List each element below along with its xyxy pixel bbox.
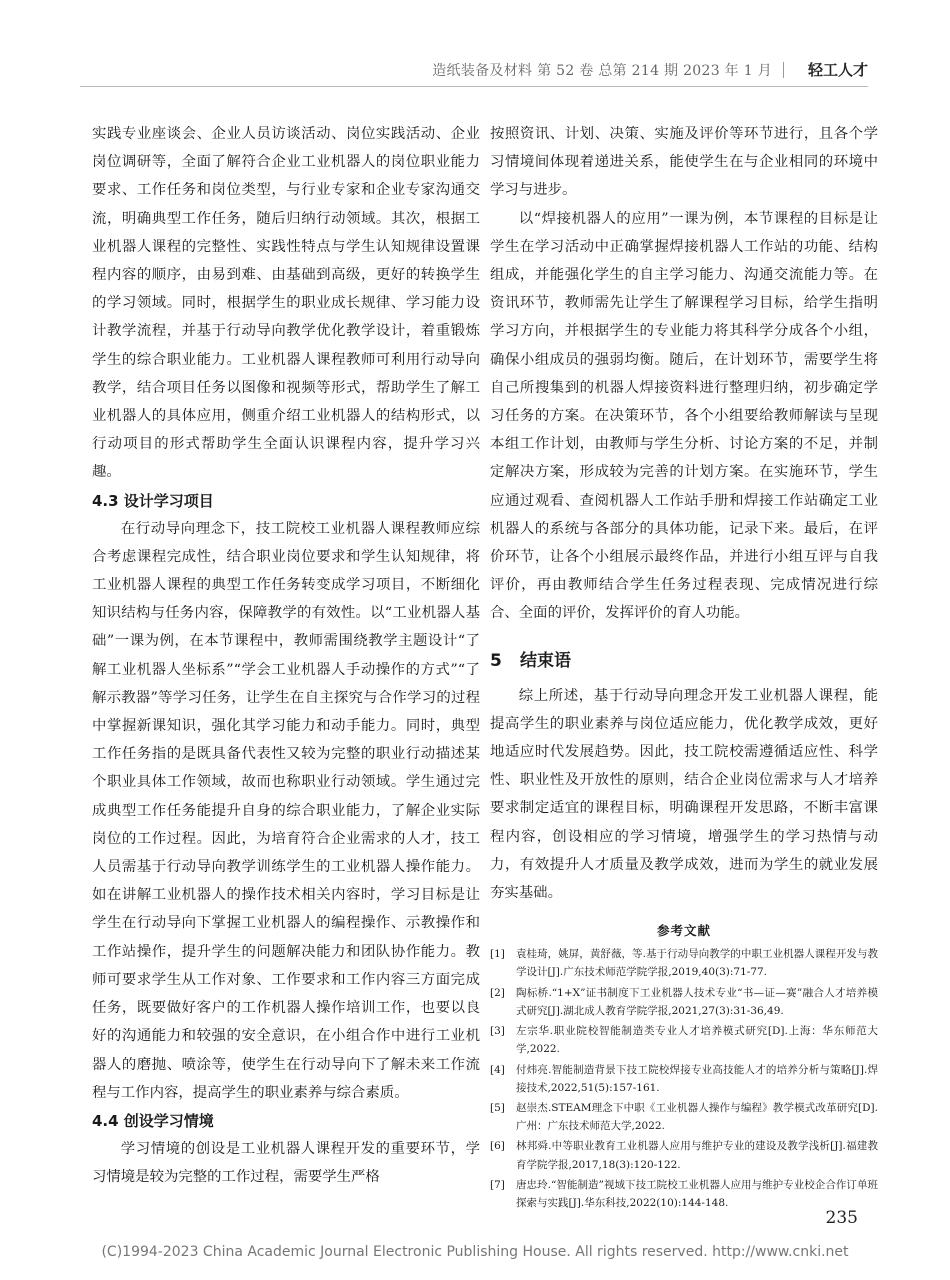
reference-label: [3] xyxy=(490,1025,505,1038)
reference-list xyxy=(490,945,878,1212)
reference-item xyxy=(490,945,878,981)
reference-item xyxy=(490,1176,878,1212)
reference-item xyxy=(490,1061,878,1097)
paragraph: 实践专业座谈会、企业人员访谈活动、岗位实践活动、企业岗位调研等，全面了解符合企业工业机器人的岗位职业能力要求、工作任务和岗位类型，与行业专家和企业专家沟通交流，明确典型工作任务，随后归纳行动领域。其次，根据工业机器人课程的完整性、实践性特点与学生认知规律设置课程内容的顺序，由易到难、由基础到高级，更好的转换学生的学习领域。同时，根据学生的职业成长规律、学习能力设计教学流程，并基于行动导向教学优化教学设计，着重锻炼学生的综合职业能力。工业机器人课程教师可利用行动导向教学，结合项目任务以图像和视频等形式，帮助学生了解工业机器人的具体应用，侧重介绍工业机器人的结构形式，以行动项目的形式帮助学生全面认识课程内容，提升学习兴趣。 xyxy=(92,126,480,481)
reference-text: 陶标桥.“1+X”证书制度下工业机器人技术专业“书—证—赛”融合人才培养模式研究[J].湖北成人教育学院学报,2021,27(3):31-36,49. xyxy=(516,986,878,1017)
reference-label: [4] xyxy=(490,1063,505,1076)
reference-label: [2] xyxy=(490,986,505,999)
section-heading-5 xyxy=(490,646,878,676)
page-number: 235 xyxy=(825,1208,858,1228)
reference-item xyxy=(490,984,878,1020)
paragraph: 按照资讯、计划、决策、实施及评价等环节进行，且各个学习情境间体现着递进关系，能使学生在与企业相同的环境中学习与进步。 xyxy=(490,126,878,199)
header-separator xyxy=(783,62,784,78)
reference-item xyxy=(490,1099,878,1135)
header-rule xyxy=(80,86,868,87)
reference-text: 赵崇杰.STEAM理念下中职《工业机器人操作与编程》教学模式改革研究[D].广州：广东技术师范大学,2022. xyxy=(516,1101,878,1133)
section-title: 结束语 xyxy=(520,650,571,671)
reference-item xyxy=(490,1137,878,1173)
running-header xyxy=(80,56,868,86)
reference-text: 左宗华.职业院校智能制造类专业人才培养模式研究[D].上海：华东师范大学,2022. xyxy=(516,1025,878,1056)
paragraph: 学习情境的创设是工业机器人课程开发的重要环节，学习情境是较为完整的工作过程，需要学生严格 xyxy=(92,1140,480,1186)
references-title: 参考文献 xyxy=(656,923,711,939)
paragraph: 综上所述，基于行动导向理念开发工业机器人课程，能提高学生的职业素养与岗位适应能力，优化教学成效，更好地适应时代发展趋势。因此，技工院校需遵循适应性、科学性、职业性及开放性的原则，结合企业岗位需求与人才培养要求制定适宜的课程目标，明确课程开发思路，不断丰富课程内容，创设相应的学习情境，增强学生的学习热情与动力，有效提升人才质量及教学成效，进而为学生的就业发展夯实基础。 xyxy=(490,687,878,902)
section-heading-4-4: 4.4 创设学习情境 xyxy=(92,1111,214,1130)
reference-text: 袁桂琦，姚屏，黄舒薇，等.基于行动导向教学的中职工业机器人课程开发与教学设计[J].广东技术师范学院学报,2019,40(3):71-77. xyxy=(516,948,878,979)
section-heading-4-3: 4.3 设计学习项目 xyxy=(92,491,214,510)
paragraph: 以“焊接机器人的应用”一课为例，本节课程的目标是让学生在学习活动中正确掌握焊接机器人工作站的功能、结构组成，并能强化学生的自主学习能力、沟通交流能力等。在资讯环节，教师需先让学生了解课程学习目标，给学生指明学习方向，并根据学生的专业能力将其科学分成各个小组，确保小组成员的强弱均衡。随后，在计划环节，需要学生将自己所搜集到的机器人焊接资料进行整理归纳，初步确定学习任务的方案。在决策环节，各个小组要给教师解读与呈现本组工作计划，由教师与学生分析、讨论方案的不足，并制定解决方案，形成较为完善的计划方案。在实施环节，学生应通过观看、查阅机器人工作站手册和焊接工作站确定工业机器人的系统与各部分的具体功能，记录下来。最后，在评价环节，让各个小组展示最终作品，并进行小组互评与自我评价，再由教师结合学生任务过程表现、完成情况进行综合、全面的评价，发挥评价的育人功能。 xyxy=(490,210,878,622)
right-column xyxy=(490,120,878,1214)
copyright-footer: (C)1994-2023 China Academic Journal Electronic Publishing House. All rights reserved. http://www.cnki.net xyxy=(101,1244,849,1260)
reference-text: 付炜亮.智能制造背景下技工院校焊接专业高技能人才的培养分析与策略[J].焊接技术,2022,51(5):157-161. xyxy=(516,1063,878,1094)
section-number: 5 xyxy=(490,650,502,671)
left-column xyxy=(92,120,480,1191)
reference-label: [6] xyxy=(490,1140,505,1153)
reference-label: [5] xyxy=(490,1101,505,1114)
reference-text: 唐忠玲.“智能制造”视域下技工院校工业机器人应用与维护专业校企合作订单班探索与实践[J].华东科技,2022(10):144-148. xyxy=(516,1178,878,1209)
reference-label: [7] xyxy=(490,1178,505,1191)
reference-label: [1] xyxy=(490,948,505,961)
reference-text: 林邦舜.中等职业教育工业机器人应用与维护专业的建设及教学浅析[J].福建教育学院学报,2017,18(3):120-122. xyxy=(516,1140,878,1171)
paragraph: 在行动导向理念下，技工院校工业机器人课程教师应综合考虑课程完成性，结合职业岗位要求和学生认知规律，将工业机器人课程的典型工作任务转变成学习项目，不断细化知识结构与任务内容，保障教学的有效性。以“工业机器人基础”一课为例，在本节课程中，教师需围绕教学主题设计“了解工业机器人坐标系”“学会工业机器人手动操作的方式”“了解示教器”等学习任务，让学生在自主探究与合作学习的过程中掌握新课知识，强化其学习能力和动手能力。同时，典型工作任务指的是既具备代表性又较为完整的职业行动描述某个职业具体工作领域，故而也称职业行动领域。学生通过完成典型工作任务能提升自身的综合职业能力，了解企业实际岗位的工作过程。因此，为培育符合企业需求的人才，技工人员需基于行动导向教学训练学生的工业机器人操作能力。如在讲解工业机器人的操作技术相关内容时，学习目标是让学生在行动导向下掌握工业机器人的编程操作、示教操作和工作站操作，提升学生的问题解决能力和团队协作能力。教师可要求学生从工作对象、工作要求和工作内容三方面完成任务，既要做好客户的工作机器人操作培训工作，也要以良好的沟通能力和较强的安全意识，在小组合作中进行工业机器人的磨抛、喷涂等，使学生在行动导向下了解未来工作流程与工作内容，提高学生的职业素养与综合素质。 xyxy=(92,520,480,1101)
reference-item xyxy=(490,1022,878,1058)
journal-info: 造纸装备及材料 第 52 卷 总第 214 期 2023 年 1 月 xyxy=(432,63,772,79)
column-name: 轻工人才 xyxy=(807,61,868,79)
